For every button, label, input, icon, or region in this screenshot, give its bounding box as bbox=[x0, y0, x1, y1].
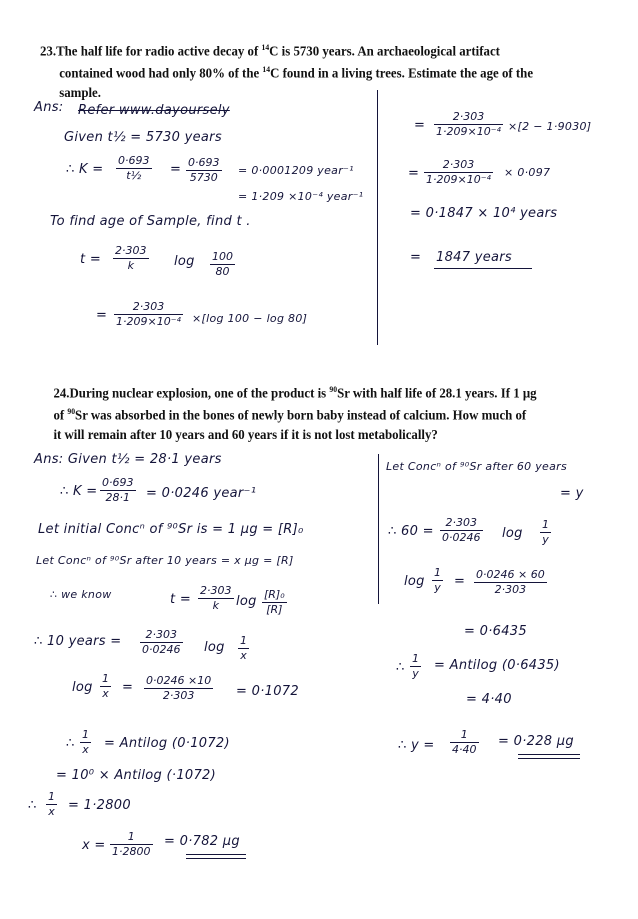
right-step2-rest: × 0·097 bbox=[504, 166, 551, 179]
final-answer-24-10y: = 0·782 μg bbox=[164, 834, 240, 849]
ans24-k-fraction: $\frac{0\cdot 693}{28\cdot 1}$ bbox=[102, 476, 134, 504]
ans24-val-lhs: ∴ bbox=[28, 798, 37, 813]
question-23-line-2: contained wood had only 80% of the $^{14}$C found in a living trees. Estimate the age of the bbox=[59, 65, 534, 81]
ans24-right-anti-lhs: ∴ bbox=[396, 660, 405, 675]
t-lhs: t = bbox=[80, 252, 102, 267]
struck-note: Refer www.dayoursely bbox=[78, 103, 230, 118]
t-fraction-2: $\frac{100}{80}$ bbox=[212, 250, 233, 278]
final-answer-24-10y-underline bbox=[186, 854, 246, 855]
ans24-val-fraction: $\frac{1}{x}$ bbox=[48, 790, 55, 818]
question-24-line-2: of $^{90}$Sr was absorbed in the bones of newly born baby instead of calcium. How much of bbox=[53, 407, 527, 423]
t-fraction-1: $\frac{2\cdot 303}{k}$ bbox=[115, 244, 147, 272]
ans24-initial: Let initial Concⁿ of ⁹⁰Sr is = 1 μg = [R]₀ bbox=[38, 522, 304, 537]
right-step1-fraction: $\frac{2\cdot 303}{\text{1·209×10⁻⁴}}$ bbox=[436, 110, 501, 138]
ans24-logx-equals: = bbox=[122, 680, 134, 695]
ans24-logx-fraction: $\frac{1}{x}$ bbox=[102, 672, 109, 700]
right-step1-equals: = bbox=[414, 118, 426, 133]
ans24-val-rhs: = 1·2800 bbox=[68, 798, 131, 813]
question-23-line-3: sample. bbox=[59, 84, 101, 100]
ans24-right-60: ∴ 60 = bbox=[388, 524, 434, 539]
t-log: log bbox=[174, 254, 195, 269]
question-23 bbox=[40, 38, 587, 102]
ans24-right-value-2: = 4·40 bbox=[466, 692, 512, 707]
ans24-t-log: log bbox=[236, 594, 257, 609]
ans24-10y-log: log bbox=[204, 640, 225, 655]
ans24-right-y-lhs: ∴ y = bbox=[398, 738, 435, 753]
right-step2-equals: = bbox=[408, 166, 420, 181]
ans24-right-60-fraction-2: $\frac{1}{y}$ bbox=[542, 518, 549, 546]
ans24-right-60-log: log bbox=[502, 526, 523, 541]
ans24-right-let: Let Concⁿ of ⁹⁰Sr after 60 years bbox=[386, 460, 568, 473]
question-24 bbox=[40, 380, 587, 444]
ans24-k-lhs: ∴ K = bbox=[60, 484, 98, 499]
ans24-logx-result: = 0·1072 bbox=[236, 684, 299, 699]
final-answer-24-10y-underline-2 bbox=[186, 858, 246, 859]
ans24-right-logy-log: log bbox=[404, 574, 425, 589]
ans24-x-lhs: x = bbox=[82, 838, 106, 853]
final-answer-23-underline bbox=[434, 268, 532, 269]
ans24-right-60-fraction: $\frac{2\cdot 303}{0\cdot 0246}$ bbox=[442, 516, 481, 544]
ans24-right-logy-equals: = bbox=[454, 574, 466, 589]
ans24-right-logy-fraction: $\frac{1}{y}$ bbox=[434, 566, 441, 594]
k-result-2: = 1·209 ×10⁻⁴ year⁻¹ bbox=[238, 190, 364, 203]
ans24-logx-log: log bbox=[72, 680, 93, 695]
ans24-given: Ans: Given t½ = 28·1 years bbox=[34, 452, 222, 467]
ans24-anti-lhs: ∴ bbox=[66, 736, 75, 751]
ans24-we-know: ∴ we know bbox=[50, 588, 112, 601]
k-equals: = bbox=[170, 162, 182, 177]
step2-rest: ×[log 100 − log 80] bbox=[192, 312, 308, 325]
ans24-t-fraction: $\frac{2\cdot 303}{k}$ bbox=[200, 584, 232, 612]
final-answer-24-60y-underline-2 bbox=[518, 758, 580, 759]
ans24-k-result: = 0·0246 year⁻¹ bbox=[146, 486, 257, 501]
ans24-anti-fraction: $\frac{1}{x}$ bbox=[82, 728, 89, 756]
step2-equals: = bbox=[96, 308, 108, 323]
ans24-after-10: Let Concⁿ of ⁹⁰Sr after 10 years = x μg = [R] bbox=[36, 554, 294, 567]
final-answer-24-60y: = 0·228 μg bbox=[498, 734, 574, 749]
ans24-right-y-fraction: $\frac{1}{4\cdot 40}$ bbox=[452, 728, 477, 756]
ans24-right-anti-rhs: = Antilog (0·6435) bbox=[434, 658, 560, 673]
ans24-t-fraction-2: $\frac{\text{[R]₀}}{[R]}$ bbox=[264, 588, 285, 616]
ans24-10y-fraction: $\frac{2\cdot 303}{0\cdot 0246}$ bbox=[142, 628, 181, 656]
final-answer-24-60y-underline bbox=[518, 754, 580, 755]
ans24-anti-rhs: = Antilog (0·1072) bbox=[104, 736, 230, 751]
ans24-10y-lhs: ∴ 10 years = bbox=[34, 634, 122, 649]
step2-fraction: $\frac{2\cdot 303}{\text{1·209×10⁻⁴}}$ bbox=[116, 300, 181, 328]
question-24-line-3: it will remain after 10 years and 60 years if it is not lost metabolically? bbox=[53, 426, 438, 442]
k-fraction-2: $\frac{0\cdot 693}{5730}$ bbox=[188, 156, 220, 184]
right-step1-rest: ×[2 − 1·9030] bbox=[508, 120, 592, 133]
ans24-anti-2: = 10⁰ × Antilog (·1072) bbox=[56, 768, 216, 783]
k-fraction-1: $\frac{0\cdot 693}{\text{t½}}$ bbox=[118, 154, 150, 182]
ans24-right-let-2: = y bbox=[560, 486, 584, 501]
question-24-line-1: 24.During nuclear explosion, one of the product is $^{90}$Sr with half life of 28.1 years. If 1 μg bbox=[53, 385, 537, 401]
column-divider-24 bbox=[378, 454, 379, 604]
to-find: To find age of Sample, find t . bbox=[50, 214, 251, 229]
final-answer-23: 1847 years bbox=[436, 250, 512, 265]
given-half-life: Given t½ = 5730 years bbox=[64, 130, 222, 145]
ans24-right-logy-fraction-2: $\frac{0\cdot 0246 \times 60}{2\cdot 303}$ bbox=[476, 568, 545, 596]
ans24-logx-fraction-2: $\frac{0\cdot 0246 \times 10}{2\cdot 303}$ bbox=[146, 674, 212, 702]
ans24-x-fraction: $\frac{1}{1\cdot 2800}$ bbox=[112, 830, 151, 858]
ans24-right-value-1: = 0·6435 bbox=[464, 624, 527, 639]
question-23-line-1: 23.The half life for radio active decay of $^{14}$C is 5730 years. An archaeological artifact bbox=[40, 43, 500, 59]
right-step2-fraction: $\frac{2\cdot 303}{\text{1·209×10⁻⁴}}$ bbox=[426, 158, 491, 186]
ans24-t-lhs: t = bbox=[170, 592, 192, 607]
right-step4-equals: = bbox=[410, 250, 422, 265]
column-divider-23 bbox=[377, 90, 378, 345]
ans24-right-anti-fraction: $\frac{1}{y}$ bbox=[412, 652, 419, 680]
ans24-10y-fraction-2: $\frac{1}{x}$ bbox=[240, 634, 247, 662]
right-step3: = 0·1847 × 10⁴ years bbox=[410, 206, 558, 221]
k-result-1: = 0·0001209 year⁻¹ bbox=[238, 164, 354, 177]
ans-label: Ans: bbox=[34, 100, 64, 115]
k-lhs: ∴ K = bbox=[66, 162, 104, 177]
